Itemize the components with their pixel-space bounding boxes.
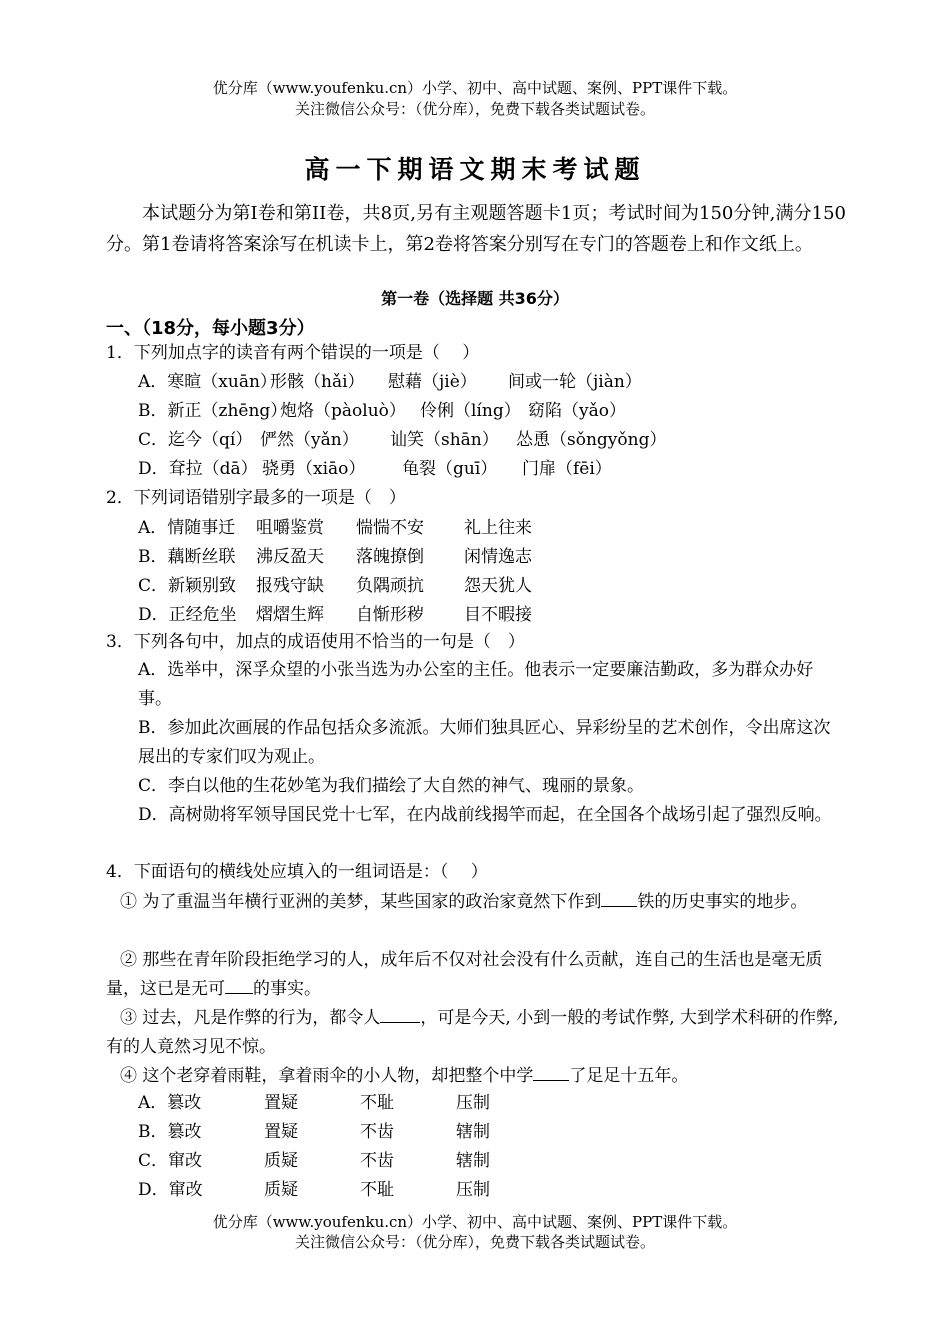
q1-c-1: C．迄今（qí）	[138, 430, 253, 450]
q2-option-b	[138, 545, 532, 569]
q1-b-4: 窈陷（yǎo）	[528, 401, 626, 421]
q4-blank-1	[601, 890, 637, 907]
q4-s2-a: ② 那些在青年阶段拒绝学习的人，成年后不仅对社会没有什么贡献，连自己的生活也是毫无质量，这已是无可	[106, 950, 823, 999]
q3-option-b: B．参加此次画展的作品包括众多流派。大师们独具匠心、异彩纷呈的艺术创作，令出席这次展出的专家们叹为观止。	[138, 718, 831, 767]
q4-s4-b: 了足足十五年。	[569, 1066, 689, 1086]
q4-d-1: D．窜改	[138, 1180, 203, 1200]
q1-c-2: 俨然（yǎn）	[260, 430, 359, 450]
q4-a-4: 压制	[456, 1093, 490, 1113]
q4-c-3: 不齿	[360, 1151, 394, 1171]
q2-a-1: A．情随事迁	[138, 518, 236, 538]
page-title: 高一下期语文期末考试题	[304, 155, 646, 184]
q4-option-c	[138, 1149, 490, 1173]
q4-blank-4	[533, 1064, 569, 1081]
q1-a-3: 慰藉（jiè）	[388, 372, 477, 392]
q2-option-a	[138, 516, 532, 540]
q4-s2-b: 的事实。	[253, 979, 321, 999]
q4-blank-2	[225, 977, 253, 994]
q3-option-c: C．李白以他的生花妙笔为我们描绘了大自然的神气、瑰丽的景象。	[138, 776, 645, 796]
q1-a-2: 形骸（hǎi）	[270, 372, 365, 392]
q4-s1-b: 铁的历史事实的地步。	[637, 892, 808, 912]
q2-c-3: 负隅顽抗	[356, 576, 424, 596]
q2-d-1: D．正经危坐	[138, 605, 237, 625]
q4-s3-b: ，可是今天, 小到一般的考试作弊, 大到学术科研的作弊, 有的人竟然习见不惊。	[106, 1008, 839, 1057]
q2-d-4: 目不暇接	[464, 605, 532, 625]
q4-c-4: 辖制	[456, 1151, 490, 1171]
q4-a-3: 不耻	[360, 1093, 394, 1113]
q2-a-2: 咀嚼鉴赏	[256, 518, 324, 538]
q2-d-3: 自惭形秽	[356, 605, 424, 625]
q4-blank-3	[380, 1006, 420, 1023]
q4-d-3: 不耻	[360, 1180, 394, 1200]
q1-option-b	[138, 399, 626, 423]
q4-b-3: 不齿	[360, 1122, 394, 1142]
q4-c-1: C．窜改	[138, 1151, 203, 1171]
q2-b-1: B．藕断丝联	[138, 547, 236, 567]
q2-c-4: 怨天犹人	[464, 576, 532, 596]
header-line-2: 关注微信公众号：（优分库），免费下载各类试题试卷。	[294, 100, 655, 118]
q4-s1-a: ① 为了重温当年横行亚洲的美梦，某些国家的政治家竟然下作到	[120, 892, 602, 912]
q2-stem: 2．下列词语错别字最多的一项是（ ）	[106, 488, 406, 508]
q2-a-3: 惴惴不安	[356, 518, 424, 538]
q1-c-4: 怂恿（sǒngyǒng）	[516, 430, 667, 450]
q4-d-4: 压制	[456, 1180, 490, 1200]
q1-b-1: B．新正（zhēng）	[138, 401, 288, 421]
q2-b-2: 沸反盈天	[256, 547, 324, 567]
q4-sentence-1	[106, 888, 848, 917]
q4-a-1: A．篡改	[138, 1093, 202, 1113]
q2-c-2: 报残守缺	[256, 576, 324, 596]
q4-a-2: 置疑	[264, 1093, 298, 1113]
part-heading: 一、（18分，每小题3分）	[106, 318, 315, 339]
q1-a-1: A．寒暄（xuān）	[138, 372, 277, 392]
q4-option-d	[138, 1178, 490, 1202]
q1-a-4: 间或一轮（jiàn）	[508, 372, 642, 392]
section-title: 第一卷（选择题 共36分）	[381, 289, 569, 308]
q4-sentence-2	[106, 946, 848, 1004]
q2-c-1: C．新颖别致	[138, 576, 237, 596]
q1-d-4: 门扉（fēi）	[522, 459, 612, 479]
q4-option-b	[138, 1120, 490, 1144]
intro-paragraph: 本试题分为第Ⅰ卷和第II卷，共8页,另有主观题答题卡1页；考试时间为150分钟,满分150分。第1卷请将答案涂写在机读卡上，第2卷将答案分别写在专门的答题卷上和作文纸上。	[106, 203, 846, 255]
q4-sentence-3	[106, 1004, 848, 1062]
q3-option-a: A．选举中，深孚众望的小张当选为办公室的主任。他表示一定要廉洁勤政，多为群众办好事。	[138, 660, 814, 709]
footer-line-2: 关注微信公众号：（优分库），免费下载各类试题试卷。	[294, 1233, 655, 1251]
q1-d-3: 龟裂（guī）	[402, 459, 498, 479]
q4-option-a	[138, 1091, 490, 1115]
q1-option-a	[138, 370, 642, 394]
q1-d-2: 骁勇（xiāo）	[262, 459, 366, 479]
q4-b-1: B．篡改	[138, 1122, 202, 1142]
q1-d-1: D．耷拉（dā）	[138, 459, 258, 479]
q4-s3-a: ③ 过去，凡是作弊的行为，都令人	[120, 1008, 381, 1028]
q4-b-4: 辖制	[456, 1122, 490, 1142]
q4-c-2: 质疑	[264, 1151, 298, 1171]
q2-d-2: 熠熠生辉	[256, 605, 324, 625]
q2-b-4: 闲情逸志	[464, 547, 532, 567]
header-line-1: 优分库（www.youfenku.cn）小学、初中、高中试题、案例、PPT课件下载。	[212, 79, 738, 97]
q1-option-c	[138, 428, 666, 452]
q2-b-3: 落魄撩倒	[356, 547, 424, 567]
q3-stem: 3．下列各句中，加点的成语使用不恰当的一句是（ ）	[106, 632, 525, 652]
q3-option-d: D．高树勋将军领导国民党十七军，在内战前线揭竿而起，在全国各个战场引起了强烈反响。	[138, 805, 832, 825]
q4-b-2: 置疑	[264, 1122, 298, 1142]
q4-d-2: 质疑	[264, 1180, 298, 1200]
footer-line-1: 优分库（www.youfenku.cn）小学、初中、高中试题、案例、PPT课件下载。	[212, 1213, 738, 1231]
q2-option-d	[138, 603, 532, 627]
q4-stem: 4．下面语句的横线处应填入的一组词语是：（ ）	[106, 862, 488, 882]
q4-sentence-4	[106, 1062, 848, 1091]
q1-option-d	[138, 457, 612, 481]
q4-s4-a: ④ 这个老穿着雨鞋，拿着雨伞的小人物，却把整个中学	[120, 1066, 534, 1086]
q1-b-2: 炮烙（pàoluò）	[280, 401, 406, 421]
q1-b-3: 伶俐（líng）	[420, 401, 521, 421]
q1-stem: 1．下列加点字的读音有两个错误的一项是（ ）	[106, 343, 480, 363]
q1-c-3: 讪笑（shān）	[390, 430, 499, 450]
q2-option-c	[138, 574, 532, 598]
q2-a-4: 礼上往来	[464, 518, 532, 538]
